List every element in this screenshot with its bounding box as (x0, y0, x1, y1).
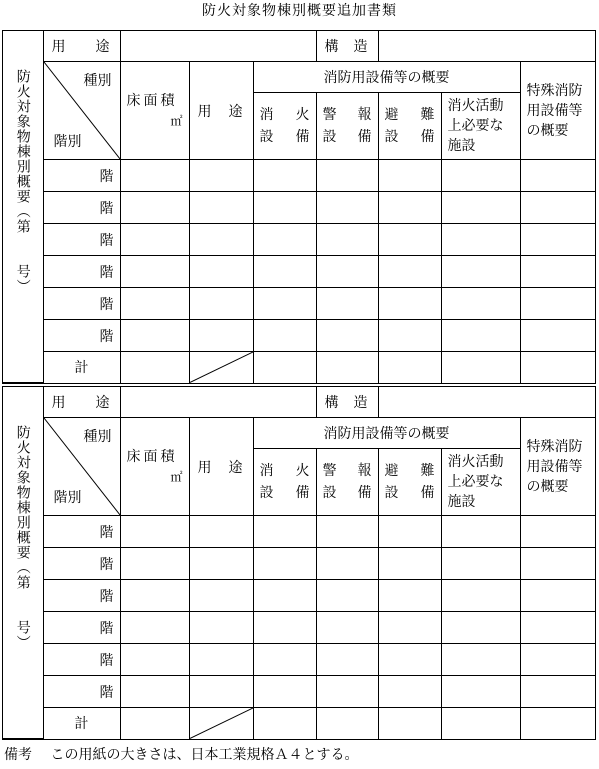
table-cell[interactable] (378, 320, 441, 352)
use-header: 用 途 (189, 418, 253, 516)
table-cell[interactable] (378, 224, 441, 256)
table-cell[interactable] (189, 612, 253, 644)
total-label: 計 (43, 708, 120, 739)
table-cell[interactable] (378, 612, 441, 644)
structure-label-cell: 構 造 (316, 387, 378, 418)
special-equipment-header: 特殊消防 用設備等 の概要 (520, 62, 595, 160)
table-cell[interactable] (378, 644, 441, 676)
page-title: 防火対象物棟別概要追加書類 (202, 3, 397, 19)
remark (4, 745, 358, 765)
table-cell[interactable] (189, 516, 253, 548)
table-cell[interactable] (120, 224, 189, 256)
table-cell[interactable] (253, 580, 316, 612)
total-area-cell[interactable] (120, 708, 189, 739)
table-cell[interactable] (120, 676, 189, 708)
kind-label: 種別 (83, 429, 112, 446)
remark-text: この用紙の大きさは、日本工業規格Ａ４とする。 (50, 747, 359, 763)
table-cell[interactable] (441, 224, 520, 256)
building-summary-form-1 (2, 30, 596, 384)
firefighting-header: 消火活動 上必要な 施設 (441, 93, 520, 160)
table-cell[interactable] (253, 224, 316, 256)
table-cell[interactable] (253, 676, 316, 708)
table-cell[interactable] (520, 320, 595, 352)
use-input[interactable] (120, 387, 316, 418)
fire-equipment-header: 消防用設備等の概要 (253, 62, 520, 93)
table-cell[interactable] (441, 548, 520, 580)
evacuation-header: 避 難 設 備 (378, 93, 441, 160)
floor-row-label: 階 (43, 516, 120, 548)
table-cell[interactable] (378, 352, 441, 383)
floor-area-header: 床面積 ㎡ (120, 418, 189, 516)
table-cell[interactable] (120, 644, 189, 676)
table-cell[interactable] (120, 548, 189, 580)
extinguishing-header: 消 火 設 備 (253, 449, 316, 516)
table-cell[interactable] (441, 580, 520, 612)
floor-row-label: 階 (43, 612, 120, 644)
table-cell[interactable] (316, 612, 378, 644)
table-cell[interactable] (441, 612, 520, 644)
table-cell[interactable] (520, 612, 595, 644)
table-cell[interactable] (189, 320, 253, 352)
table-cell[interactable] (441, 676, 520, 708)
table-cell[interactable] (120, 288, 189, 320)
side-label: 防火対象物棟別概要（第 号） (14, 425, 31, 650)
side-label-cell (3, 31, 43, 383)
table-cell[interactable] (441, 256, 520, 288)
table-cell[interactable] (316, 352, 378, 383)
floor-row-label: 階 (43, 256, 120, 288)
table-cell[interactable] (316, 708, 378, 739)
table-cell[interactable] (253, 612, 316, 644)
table-cell[interactable] (316, 224, 378, 256)
table-cell[interactable] (120, 160, 189, 192)
total-label: 計 (43, 352, 120, 383)
table-cell[interactable] (253, 548, 316, 580)
table-cell[interactable] (120, 192, 189, 224)
table-cell[interactable] (189, 580, 253, 612)
structure-label-cell: 構 造 (316, 31, 378, 62)
firefighting-header: 消火活動 上必要な 施設 (441, 449, 520, 516)
side-label: 防火対象物棟別概要（第 号） (14, 69, 31, 294)
table-cell[interactable] (520, 548, 595, 580)
table-cell[interactable] (189, 192, 253, 224)
table-cell[interactable] (316, 320, 378, 352)
table-cell[interactable] (189, 160, 253, 192)
table-cell[interactable] (441, 320, 520, 352)
table-cell[interactable] (520, 288, 595, 320)
table-cell[interactable] (189, 288, 253, 320)
special-equipment-header: 特殊消防 用設備等 の概要 (520, 418, 595, 516)
floor-row-label: 階 (43, 192, 120, 224)
table-cell[interactable] (189, 644, 253, 676)
table-cell[interactable] (378, 288, 441, 320)
use-label-cell: 用 途 (43, 387, 120, 418)
table-cell[interactable] (441, 288, 520, 320)
table-cell[interactable] (316, 516, 378, 548)
floor-label: 階別 (53, 490, 82, 507)
floor-label: 階別 (53, 134, 82, 151)
table-cell[interactable] (253, 192, 316, 224)
table-cell[interactable] (520, 580, 595, 612)
table-cell[interactable] (253, 516, 316, 548)
table-cell[interactable] (520, 160, 595, 192)
table-cell[interactable] (441, 192, 520, 224)
table-cell[interactable] (253, 160, 316, 192)
table-cell[interactable] (253, 256, 316, 288)
table-cell[interactable] (253, 352, 316, 383)
table-cell[interactable] (520, 708, 595, 739)
remark-label: 備考 (4, 747, 32, 763)
table-cell[interactable] (120, 580, 189, 612)
floor-row-label: 階 (43, 644, 120, 676)
table-cell[interactable] (520, 352, 595, 383)
fire-equipment-header: 消防用設備等の概要 (253, 418, 520, 449)
structure-input[interactable] (378, 31, 595, 62)
building-summary-form-2 (2, 386, 596, 740)
floor-row-label: 階 (43, 548, 120, 580)
table-cell[interactable] (316, 676, 378, 708)
table-cell[interactable] (120, 516, 189, 548)
table-cell[interactable] (253, 320, 316, 352)
evacuation-header: 避 難 設 備 (378, 449, 441, 516)
table-cell[interactable] (520, 256, 595, 288)
table-cell[interactable] (316, 256, 378, 288)
table-cell[interactable] (378, 676, 441, 708)
floor-area-header: 床面積 ㎡ (120, 62, 189, 160)
table-cell[interactable] (378, 256, 441, 288)
table-cell[interactable] (378, 516, 441, 548)
table-cell[interactable] (441, 160, 520, 192)
alarm-header: 警 報 設 備 (316, 449, 378, 516)
table-cell[interactable] (316, 192, 378, 224)
extinguishing-header: 消 火 設 備 (253, 93, 316, 160)
use-label-cell: 用 途 (43, 31, 120, 62)
use-header: 用 途 (189, 62, 253, 160)
table-cell[interactable] (316, 644, 378, 676)
floor-row-label: 階 (43, 580, 120, 612)
kind-label: 種別 (83, 73, 112, 90)
floor-row-label: 階 (43, 288, 120, 320)
table-cell[interactable] (378, 580, 441, 612)
table-cell[interactable] (189, 224, 253, 256)
table-cell[interactable] (253, 288, 316, 320)
kind-floor-header (43, 62, 120, 160)
table-cell[interactable] (378, 160, 441, 192)
table-cell[interactable] (253, 708, 316, 739)
table-cell[interactable] (441, 644, 520, 676)
table-cell[interactable] (441, 516, 520, 548)
table-cell[interactable] (441, 352, 520, 383)
table-cell[interactable] (378, 708, 441, 739)
table-cell[interactable] (520, 644, 595, 676)
total-area-cell[interactable] (120, 352, 189, 383)
floor-row-label: 階 (43, 320, 120, 352)
table-cell[interactable] (189, 548, 253, 580)
total-use-cell-slashed (189, 708, 253, 739)
table-cell[interactable] (120, 320, 189, 352)
floor-row-label: 階 (43, 160, 120, 192)
table-cell[interactable] (189, 256, 253, 288)
table-cell[interactable] (316, 288, 378, 320)
table-cell[interactable] (520, 192, 595, 224)
table-cell[interactable] (189, 676, 253, 708)
table-cell[interactable] (316, 160, 378, 192)
total-use-cell-slashed (189, 352, 253, 383)
side-label-cell (3, 387, 43, 739)
floor-row-label: 階 (43, 676, 120, 708)
floor-row-label: 階 (43, 224, 120, 256)
structure-input[interactable] (378, 387, 595, 418)
table-cell[interactable] (520, 516, 595, 548)
alarm-header: 警 報 設 備 (316, 93, 378, 160)
table-cell[interactable] (441, 708, 520, 739)
table-cell[interactable] (520, 224, 595, 256)
use-input[interactable] (120, 31, 316, 62)
table-cell[interactable] (520, 676, 595, 708)
table-cell[interactable] (316, 580, 378, 612)
table-cell[interactable] (120, 612, 189, 644)
kind-floor-header (43, 418, 120, 516)
table-cell[interactable] (120, 256, 189, 288)
table-cell[interactable] (253, 644, 316, 676)
table-cell[interactable] (378, 548, 441, 580)
table-cell[interactable] (378, 192, 441, 224)
table-cell[interactable] (316, 548, 378, 580)
